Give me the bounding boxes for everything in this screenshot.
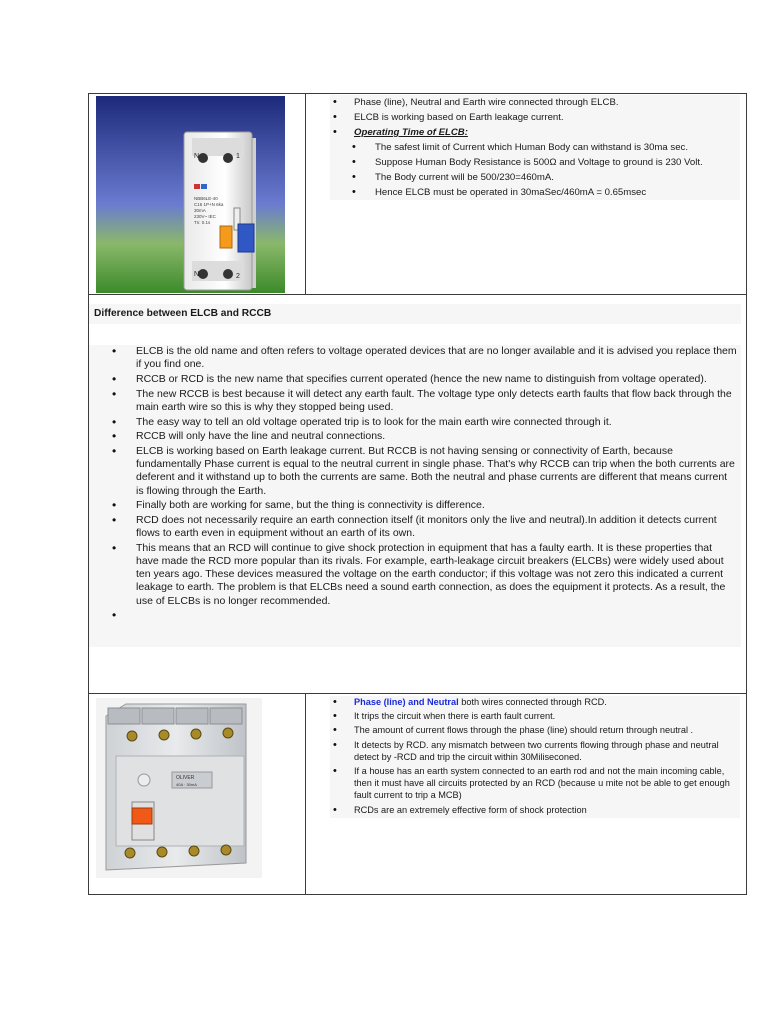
list-item: • ELCB is working based on Earth leakage current. But RCCB is not having sensing or connectivity of Earth, because fundamentally Phase current is equal to the neutral current in single phase. That's why RCCB can trip when the both currents are deferent and it withstand up to both the currents are same. Both the neutral and phase currents are different that means current is flowing through the Earth. (89, 445, 741, 498)
list-item (330, 125, 740, 140)
rcd-brand-label: OLIVER (176, 775, 195, 781)
device-label-line-4: 230V~ IEC (194, 214, 216, 219)
list-item-text: both wires connected through RCD. (458, 697, 607, 707)
list-item-empty (89, 609, 741, 622)
device-label-line-3: 30mA (194, 208, 206, 213)
list-item: • ELCB is the old name and often refers to voltage operated devices that are no longer available and it is advised you replace them if you find one. (89, 345, 741, 371)
terminal-label-bottom-2: 2 (236, 273, 240, 280)
sub-list-item: • The safest limit of Current which Human Body can withstand is 30ma sec. (330, 140, 740, 155)
bottom-divider (305, 693, 306, 895)
list-item (330, 696, 740, 708)
list-item: • Phase (line), Neutral and Earth wire connected through ELCB. (330, 95, 740, 110)
list-item: • This means that an RCD will continue to give shock protection in equipment that has a faulty earth. It is these properties that have made the RCD more popular than its rivals. For example, earth-leakage circuit breakers (ELCBs) were widely used about ten years ago. These devices measured the voltage on the earth conductor; if this voltage was not zero this indicated a current leakage to earth. The problem is that ELCBs need a sound earth connection, as does the equipment it protects. As a result, the use of ELCBs is no longer recommended. (89, 542, 741, 608)
list-item: • ELCB is working based on Earth leakage current. (330, 110, 740, 125)
terminal-label-bottom-n: N (194, 271, 200, 278)
elcb-photo (96, 96, 285, 293)
difference-list (89, 345, 741, 647)
list-item: • It trips the circuit when there is earth fault current. (330, 710, 740, 722)
rcd-photo (96, 698, 262, 878)
section-heading: Difference between ELCB and RCCB (89, 304, 741, 324)
middle-right-border (746, 294, 747, 694)
device-label-line-2: C16 1P+N 6ka (194, 202, 224, 207)
list-item: • It detects by RCD. any mismatch between two currents flowing through phase and neutral detect by -RCD and trip the circuit within 30Miliseconed. (330, 739, 740, 763)
list-item: • RCD does not necessarily require an earth connection itself (it monitors only the live and neutral).In addition it detects current flows to earth even in equipment without an earth of its own. (89, 514, 741, 540)
list-item: • RCCB or RCD is the new name that specifies current operated (hence the new name to distinguish from voltage operated). (89, 373, 741, 386)
device-label-line-5: Tn: 0.1s (194, 220, 211, 225)
list-item: • The amount of current flows through the phase (line) should return through neutral . (330, 724, 740, 736)
operating-time-heading: Operating Time of ELCB: (354, 127, 468, 138)
elcb-description (330, 95, 740, 200)
list-item: • The easy way to tell an old voltage operated trip is to look for the main earth wire connected through it. (89, 416, 741, 429)
list-item: • The new RCCB is best because it will detect any earth fault. The voltage type only detects earth faults that flow back through the main earth wire so this is why they stopped being used. (89, 388, 741, 414)
terminal-label-top-1: 1 (236, 153, 240, 160)
highlight-text: Phase (line) and Neutral (354, 697, 459, 707)
sub-list-item: • The Body current will be 500/230=460mA. (330, 170, 740, 185)
terminal-label-top-n: N (194, 153, 200, 160)
list-item: • RCCB will only have the line and neutral connections. (89, 430, 741, 443)
list-item: • RCDs are an extremely effective form of shock protection (330, 804, 740, 816)
device-label-line-1: NBB6LE-40 (194, 196, 218, 201)
top-divider (305, 93, 306, 295)
sub-list-item: • Suppose Human Body Resistance is 500Ω and Voltage to ground is 230 Volt. (330, 155, 740, 170)
rcd-description (330, 696, 740, 818)
list-item: • If a house has an earth system connected to an earth rod and not the main incoming cable, then it must have all circuits protected by an RCD (because u mite not be able to get enough fault current to trip a MCB) (330, 765, 740, 802)
rcd-rating-label: 40A · 30mA (176, 782, 197, 787)
list-item: • Finally both are working for same, but the thing is connectivity is difference. (89, 499, 741, 512)
sub-list-item: • Hence ELCB must be operated in 30maSec/460mA = 0.65msec (330, 185, 740, 200)
